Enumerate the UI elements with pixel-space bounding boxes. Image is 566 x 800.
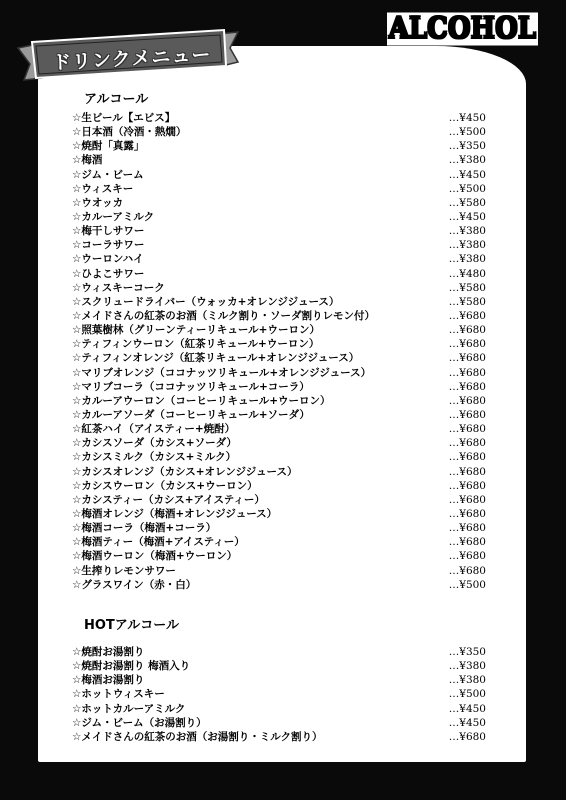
menu-item [72,436,492,450]
menu-item [72,337,492,351]
menu-item [72,366,492,380]
menu-item [72,309,492,323]
menu-item-name: ☆梅酒ウーロン（梅酒+ウーロン） [72,550,238,563]
menu-item [72,564,492,578]
menu-item-price: …¥680 [448,522,486,535]
menu-item [72,168,492,182]
menu-item-name: ☆スクリュードライバー（ウォッカ+オレンジジュース） [72,295,340,308]
alcohol-corner-title [387,14,538,44]
menu-item-name: ☆生搾りレモンサワー [72,564,176,577]
menu-item [72,521,492,535]
menu-item [72,422,492,436]
menu-item-price: …¥500 [448,688,486,701]
menu-item [72,702,492,716]
menu-item-price: …¥450 [448,210,486,223]
menu-item-name: ☆日本酒（冷酒・熱燗） [72,126,187,139]
menu-item [72,578,492,592]
menu-item-price: …¥380 [448,674,486,687]
menu-item [72,153,492,167]
menu-item [72,125,492,139]
menu-item-name: ☆ティフィンオレンジ（紅茶リキュール+オレンジジュース） [72,352,360,365]
menu-item-name: ☆カシスオレンジ（カシス+オレンジジュース） [72,465,298,478]
menu-item-price: …¥480 [448,267,486,280]
menu-item-price: …¥680 [448,479,486,492]
menu-item-price: …¥580 [448,196,486,209]
menu-item-name: ☆ひよこサワー [72,267,145,280]
menu-item [72,730,492,744]
menu-item-name: ☆ホットウィスキー [72,688,165,701]
menu-item-name: ☆紅茶ハイ（アイスティー+焼酎） [72,423,236,436]
menu-item [72,111,492,125]
menu-item-price: …¥680 [448,352,486,365]
menu-item-price: …¥450 [448,702,486,715]
menu-item [72,465,492,479]
menu-item-name: ☆ウィスキー [72,182,134,195]
menu-item-name: ☆梅酒お湯割り [72,674,145,687]
alcohol-title-text: ALCOHOL [388,12,536,46]
drink-menu-ribbon [14,28,242,88]
menu-item-price: …¥680 [448,564,486,577]
menu-item-price: …¥680 [448,423,486,436]
hot-alcohol-section [72,614,492,744]
menu-item [72,549,492,563]
menu-item-name: ☆梅酒 [72,154,103,167]
menu-item-price: …¥500 [448,182,486,195]
menu-item-price: …¥680 [448,730,486,743]
menu-item-price: …¥580 [448,295,486,308]
alcohol-section [72,88,492,592]
menu-item-name: ☆ウオッカ [72,196,124,209]
menu-item-price: …¥380 [448,660,486,673]
menu-item-name: ☆ジム・ビーム [72,168,144,181]
menu-item [72,716,492,730]
menu-item-name: ☆ティフィンウーロン（紅茶リキュール+ウーロン） [72,338,320,351]
menu-item-price: …¥580 [448,281,486,294]
menu-item-name: ☆ウーロンハイ [72,253,144,266]
menu-item [72,351,492,365]
menu-item-name: ☆ウィスキーコーク [72,281,165,294]
menu-item-name: ☆ジム・ビーム（お湯割り） [72,716,207,729]
section-heading: アルコール [84,92,149,107]
menu-item-price: …¥380 [448,154,486,167]
menu-item [72,493,492,507]
menu-item-price: …¥450 [448,112,486,124]
menu-item [72,210,492,224]
menu-item [72,139,492,153]
menu-item [72,281,492,295]
menu-item-price: …¥350 [448,140,486,153]
menu-item-name: ☆カルーアソーダ（コーヒーリキュール+ソーダ） [72,408,310,421]
menu-item-price: …¥500 [448,578,486,591]
menu-item-price: …¥380 [448,253,486,266]
menu-item-price: …¥380 [448,239,486,252]
menu-item-name: ☆カシスミルク（カシス+ミルク） [72,451,237,464]
menu-item-price: …¥680 [448,465,486,478]
menu-item [72,295,492,309]
menu-item [72,267,492,281]
menu-item [72,450,492,464]
menu-item [72,323,492,337]
menu-item-name: ☆メイドさんの紅茶のお酒（ミルク割り・ソーダ割りレモン付） [72,309,375,322]
menu-item-name: ☆梅干しサワー [72,225,145,238]
menu-item [72,408,492,422]
menu-item-name: ☆梅酒コーラ（梅酒+コーラ） [72,522,217,535]
menu-item-price: …¥680 [448,507,486,520]
menu-item-price: …¥680 [448,380,486,393]
menu-item-name: ☆カルーアミルク [72,210,155,223]
menu-item-name: ☆マリブコーラ（ココナッツリキュール+コーラ） [72,380,310,393]
menu-item-name: ☆カシスウーロン（カシス+ウーロン） [72,479,258,492]
menu-item-name: ☆カシスティー（カシス+アイスティー） [72,493,265,506]
menu-item-price: …¥450 [448,716,486,729]
menu-item [72,182,492,196]
menu-item-name: ☆照葉樹林（グリーンティーリキュール+ウーロン） [72,324,320,337]
menu-item-price: …¥350 [448,646,486,658]
menu-item-name: ☆焼酎お湯割り 梅酒入り [72,660,191,673]
menu-item [72,238,492,252]
menu-item-price: …¥680 [448,394,486,407]
menu-item [72,479,492,493]
ribbon-label: ドリンクメニュー [51,43,212,75]
menu-item [72,645,492,659]
menu-item [72,507,492,521]
menu-item-price: …¥500 [448,126,486,139]
menu-item [72,252,492,266]
menu-item-price: …¥680 [448,437,486,450]
menu-item-name: ☆グラスワイン（赤・白） [72,578,197,591]
menu-item-price: …¥680 [448,408,486,421]
menu-item-name: ☆生ビール【エビス】 [72,112,176,124]
menu-item [72,394,492,408]
menu-item-name: ☆マリブオレンジ（ココナッツリキュール+オレンジジュース） [72,366,372,379]
menu-item-name: ☆焼酎「真露」 [72,140,145,153]
menu-item-name: ☆梅酒オレンジ（梅酒+オレンジジュース） [72,507,278,520]
menu-item [72,535,492,549]
menu-item-name: ☆コーラサワー [72,239,145,252]
menu-item [72,673,492,687]
menu-item [72,659,492,673]
menu-item-name: ☆メイドさんの紅茶のお酒（お湯割り・ミルク割り） [72,730,323,743]
menu-item [72,196,492,210]
menu-item-name: ☆カルーアウーロン（コーヒーリキュール+ウーロン） [72,394,331,407]
menu-item-price: …¥680 [448,451,486,464]
menu-item-price: …¥680 [448,338,486,351]
menu-item-price: …¥380 [448,225,486,238]
menu-item [72,224,492,238]
alcohol-menu-list [72,111,492,592]
menu-item-name: ☆焼酎お湯割り [72,646,145,658]
menu-item-price: …¥680 [448,366,486,379]
menu-item-name: ☆ホットカルーアミルク [72,702,186,715]
section-heading: HOTアルコール [84,618,180,633]
menu-item-price: …¥680 [448,493,486,506]
hot-alcohol-menu-list [72,645,492,744]
menu-item-price: …¥450 [448,168,486,181]
menu-item-price: …¥680 [448,550,486,563]
menu-item [72,380,492,394]
menu-item-name: ☆梅酒ティー（梅酒+アイスティー） [72,536,245,549]
menu-item-price: …¥680 [448,324,486,337]
menu-item-price: …¥680 [448,536,486,549]
menu-item-name: ☆カシスソーダ（カシス+ソーダ） [72,437,237,450]
menu-item-price: …¥680 [448,309,486,322]
menu-item [72,687,492,701]
